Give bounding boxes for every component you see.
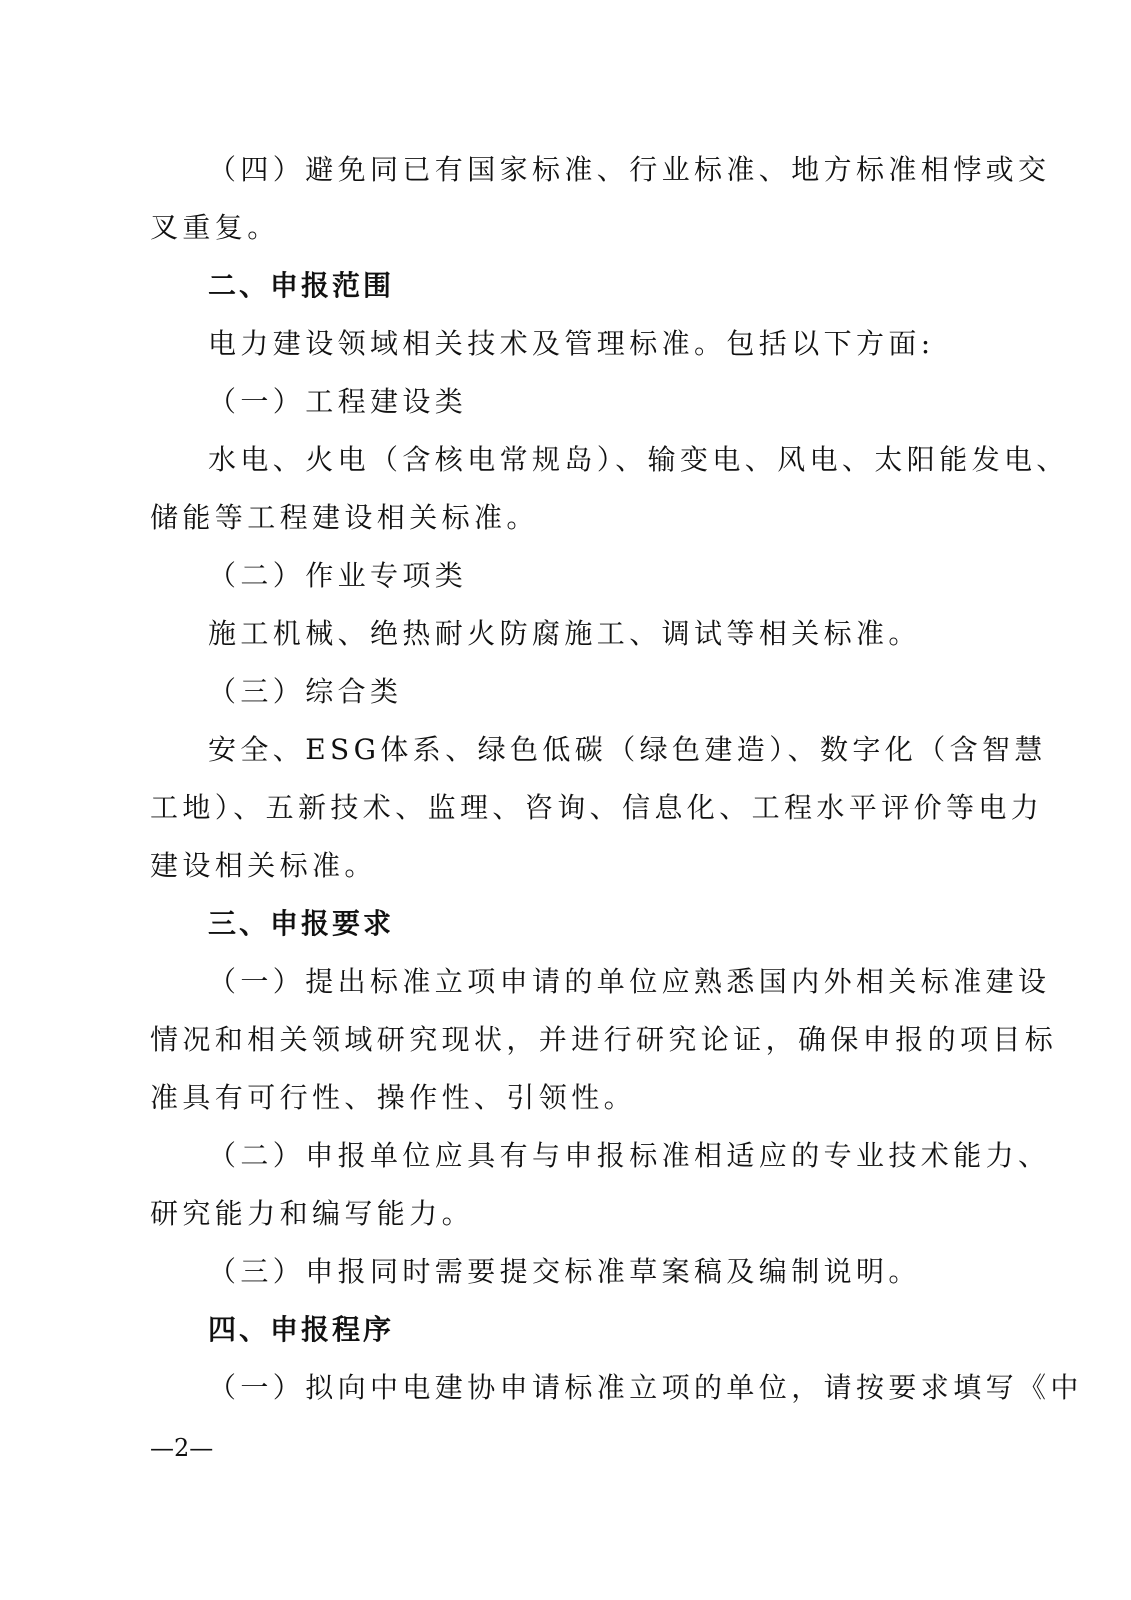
section-heading: 二、申报范围	[208, 269, 395, 302]
paragraph-line: 情况和相关领域研究现状，并进行研究论证，确保申报的项目标	[150, 1023, 1058, 1056]
subsection-title: （一）工程建设类	[208, 385, 468, 418]
paragraph-line: （四）避免同已有国家标准、行业标准、地方标准相悖或交	[208, 153, 1051, 186]
paragraph-line: 施工机械、绝热耐火防腐施工、调试等相关标准。	[208, 617, 921, 650]
section-heading: 四、申报程序	[208, 1313, 395, 1346]
subsection-title: （三）综合类	[208, 675, 403, 708]
paragraph-line: 叉重复。	[150, 211, 280, 244]
paragraph-line: （三）申报同时需要提交标准草案稿及编制说明。	[208, 1255, 921, 1288]
paragraph-line: 准具有可行性、操作性、引领性。	[150, 1081, 637, 1114]
paragraph-line: 安全、ESG体系、绿色低碳（绿色建造）、数字化（含智慧	[208, 733, 1047, 766]
section-heading: 三、申报要求	[208, 907, 395, 940]
paragraph-line: （一）提出标准立项申请的单位应熟悉国内外相关标准建设	[208, 965, 1051, 998]
paragraph-line: （一）拟向中电建协申请标准立项的单位，请按要求填写《中	[208, 1371, 1083, 1404]
paragraph-line: 水电、火电（含核电常规岛）、输变电、风电、太阳能发电、	[208, 443, 1069, 476]
page-number: —2—	[150, 1434, 214, 1462]
paragraph-line: 工地）、五新技术、监理、咨询、信息化、工程水平评价等电力	[150, 791, 1044, 824]
paragraph-line: 建设相关标准。	[150, 849, 377, 882]
paragraph-line: （二）申报单位应具有与申报标准相适应的专业技术能力、	[208, 1139, 1051, 1172]
subsection-title: （二）作业专项类	[208, 559, 468, 592]
paragraph-line: 电力建设领域相关技术及管理标准。包括以下方面:	[208, 327, 935, 360]
paragraph-line: 研究能力和编写能力。	[150, 1197, 475, 1230]
paragraph-line: 储能等工程建设相关标准。	[150, 501, 539, 534]
